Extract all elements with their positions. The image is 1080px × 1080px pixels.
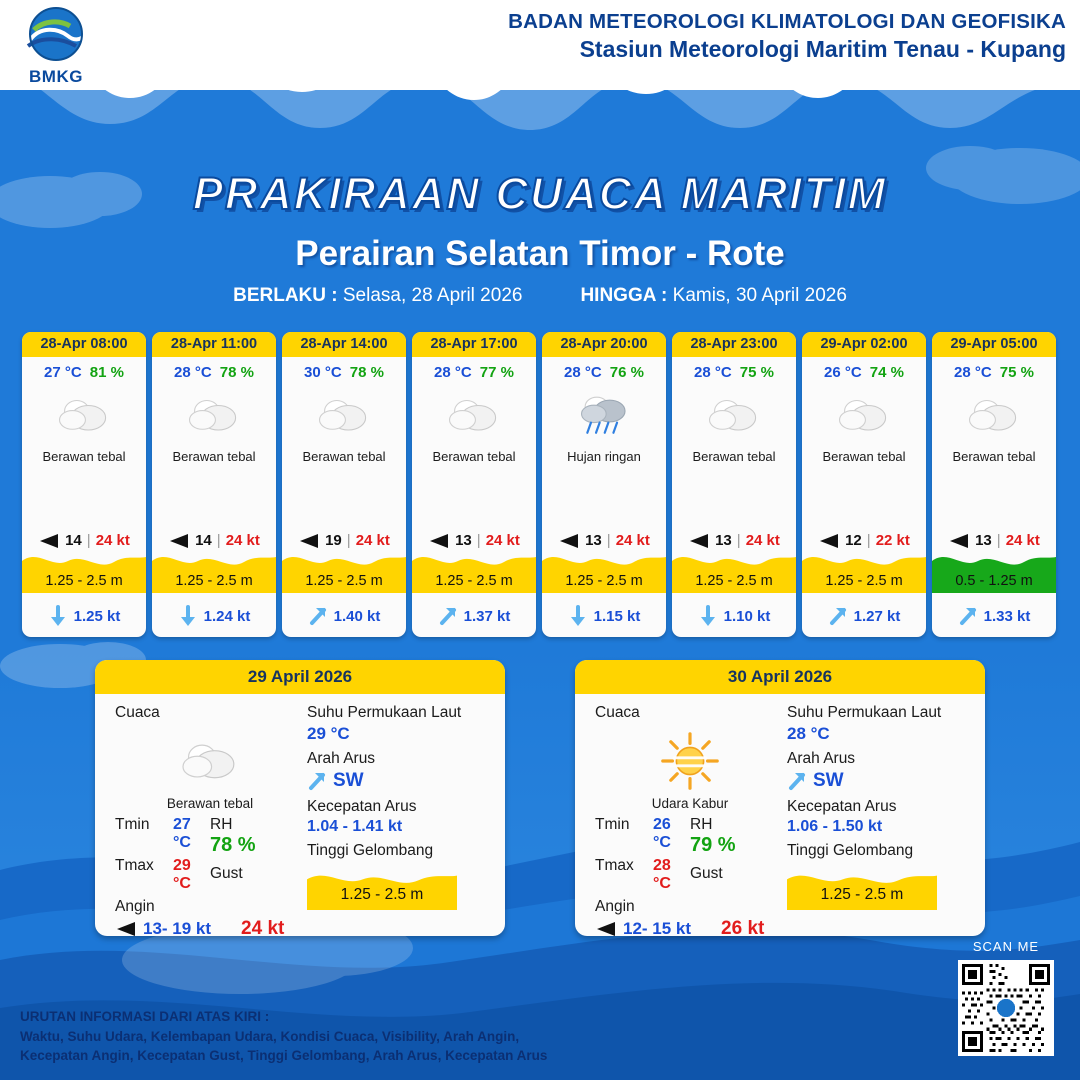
tmax-value: 29 °C (172, 857, 191, 892)
weather-label: Berawan tebal (692, 449, 776, 464)
tmax-label: Tmax (115, 857, 154, 874)
wind-gust: 24 kt (485, 532, 520, 549)
wind-gust: 24 kt (95, 532, 130, 549)
bmkg-logo-icon (14, 6, 98, 62)
daily-forecast-panel (95, 660, 505, 936)
wind-speed: 13 (715, 532, 732, 549)
weather-icon (412, 383, 536, 447)
current-direction-arrow-icon (828, 605, 848, 627)
current-row (802, 605, 926, 627)
wave-band (787, 866, 937, 910)
forecast-time: 28-Apr 08:00 (22, 332, 146, 357)
forecast-time: 29-Apr 02:00 (802, 332, 926, 357)
wave-height-value: 1.25 - 2.5 m (340, 886, 424, 903)
rh-label: RH (690, 816, 713, 833)
rh-value: 78 % (210, 834, 256, 856)
air-temperature: 27 °C (44, 364, 82, 381)
validity-period (0, 285, 1080, 307)
qr-code-icon (962, 964, 1050, 1052)
current-direction-value: SW (813, 770, 844, 791)
agency-name: BADAN METEOROLOGI KLIMATOLOGI DAN GEOFISIKA (508, 10, 1066, 33)
weather-label: Berawan tebal (822, 449, 906, 464)
wind-label: Angin (115, 898, 155, 915)
sst-label: Suhu Permukaan Laut (787, 704, 942, 721)
current-speed: 1.40 kt (333, 607, 381, 625)
current-direction-arrow-icon (787, 770, 807, 792)
tmin-label: Tmin (115, 816, 150, 833)
humidity: 75 % (739, 364, 774, 381)
valid-until-value: Kamis, 30 April 2026 (672, 285, 847, 306)
wave-band (307, 866, 457, 910)
gust-value: 24 kt (241, 918, 285, 936)
air-temperature: 30 °C (304, 364, 342, 381)
air-temperature: 26 °C (824, 364, 862, 381)
gust-value: 26 kt (721, 918, 765, 936)
page-subtitle: Perairan Selatan Timor - Rote (295, 234, 785, 273)
current-speed-label: Kecepatan Arus (787, 798, 897, 815)
gust-label: Gust (690, 865, 723, 882)
weather-label: Berawan tebal (432, 449, 516, 464)
wave-height: 0.5 - 1.25 m (955, 573, 1033, 589)
current-direction-arrow-icon (48, 605, 68, 627)
wind-separator: | (346, 532, 351, 549)
legend-note (20, 1007, 547, 1066)
hourly-forecast-card (802, 332, 926, 637)
weather-label: Berawan tebal (166, 796, 254, 811)
current-row (282, 605, 406, 627)
weather-icon (802, 383, 926, 447)
weather-icon (932, 383, 1056, 447)
weather-label: Udara Kabur (651, 796, 729, 811)
wave-height-value: 1.25 - 2.5 m (820, 886, 904, 903)
humidity: 77 % (479, 364, 514, 381)
current-direction-row (307, 770, 497, 792)
hourly-forecast-card (672, 332, 796, 637)
tmax-label: Tmax (595, 857, 634, 874)
station-name: Stasiun Meteorologi Maritim Tenau - Kupang (579, 36, 1066, 62)
current-row (412, 605, 536, 627)
air-temperature: 28 °C (954, 364, 992, 381)
hourly-forecast-card (412, 332, 536, 637)
wind-separator: | (866, 532, 871, 549)
wind-speed: 14 (195, 532, 212, 549)
current-row (22, 605, 146, 627)
air-temperature: 28 °C (564, 364, 602, 381)
wind-speed: 13 (455, 532, 472, 549)
sst-value: 28 °C (787, 724, 830, 743)
wave-height: 1.25 - 2.5 m (825, 573, 903, 589)
valid-until-label: HINGGA : (580, 285, 668, 306)
rh-value: 79 % (690, 834, 736, 856)
bmkg-logo-text: BMKG (29, 67, 83, 86)
forecast-time: 28-Apr 11:00 (152, 332, 276, 357)
current-direction-arrow-icon (178, 605, 198, 627)
cloudy-icon (55, 394, 113, 436)
wave-height-label: Tinggi Gelombang (787, 842, 914, 859)
wind-separator: | (736, 532, 741, 549)
current-direction-arrow-icon (568, 605, 588, 627)
hourly-forecast-card (932, 332, 1056, 637)
wind-value: 13- 19 kt (143, 919, 212, 936)
wind-separator: | (216, 532, 221, 549)
weather-label: Berawan tebal (302, 449, 386, 464)
valid-from-value: Selasa, 28 April 2026 (342, 285, 523, 306)
cloudy-icon (315, 394, 373, 436)
wind-speed: 13 (975, 532, 992, 549)
current-direction-row (787, 770, 977, 792)
wind-separator: | (476, 532, 481, 549)
weather-label: Berawan tebal (42, 449, 126, 464)
scan-me-label: SCAN ME (972, 939, 1040, 954)
forecast-time: 28-Apr 20:00 (542, 332, 666, 357)
forecast-time: 28-Apr 17:00 (412, 332, 536, 357)
air-temperature: 28 °C (174, 364, 212, 381)
current-speed-value: 1.04 - 1.41 kt (307, 818, 403, 835)
legend-title: URUTAN INFORMASI DARI ATAS KIRI : (20, 1009, 270, 1025)
wave-height-label: Tinggi Gelombang (307, 842, 434, 859)
daily-date: 29 April 2026 (95, 660, 505, 694)
wind-gust: 24 kt (1005, 532, 1040, 549)
current-row (932, 605, 1056, 627)
cloudy-icon (705, 394, 763, 436)
page-title: PRAKIRAAN CUACA MARITIM (192, 168, 888, 219)
current-direction-value: SW (333, 770, 364, 791)
wind-speed: 12 (845, 532, 862, 549)
humidity: 78 % (349, 364, 384, 381)
wave-height: 1.25 - 2.5 m (435, 573, 513, 589)
current-direction-arrow-icon (698, 605, 718, 627)
humidity: 78 % (219, 364, 254, 381)
humidity: 76 % (609, 364, 644, 381)
wind-label: Angin (595, 898, 635, 915)
weather-icon (115, 726, 305, 796)
air-temperature: 28 °C (434, 364, 472, 381)
legend-line-3: Kecepatan Angin, Kecepatan Gust, Tinggi Gelombang, Arah Arus, Kecepatan Arus (20, 1048, 548, 1064)
humidity: 75 % (999, 364, 1034, 381)
weather-section-label: Cuaca (595, 704, 640, 721)
tmin-label: Tmin (595, 816, 630, 833)
weather-label: Hujan ringan (567, 449, 641, 464)
wind-gust: 24 kt (745, 532, 780, 549)
tmax-value: 28 °C (652, 857, 671, 892)
rh-label: RH (210, 816, 233, 833)
wind-gust: 24 kt (355, 532, 390, 549)
weather-icon (152, 383, 276, 447)
valid-from-label: BERLAKU : (233, 285, 338, 306)
wind-separator: | (606, 532, 611, 549)
sst-label: Suhu Permukaan Laut (307, 704, 462, 721)
wave-height: 1.25 - 2.5 m (565, 573, 643, 589)
daily-date: 30 April 2026 (575, 660, 985, 694)
current-speed: 1.27 kt (853, 607, 901, 625)
forecast-time: 29-Apr 05:00 (932, 332, 1056, 357)
current-speed: 1.37 kt (463, 607, 511, 625)
wave-height: 1.25 - 2.5 m (45, 573, 123, 589)
hourly-forecast-card (282, 332, 406, 637)
cloudy-icon (185, 394, 243, 436)
cloudy-icon (835, 394, 893, 436)
current-speed-label: Kecepatan Arus (307, 798, 417, 815)
wind-speed: 13 (585, 532, 602, 549)
current-row (542, 605, 666, 627)
legend-line-2: Waktu, Suhu Udara, Kelembapan Udara, Kondisi Cuaca, Visibility, Arah Angin, (20, 1028, 520, 1044)
sun-haze-icon (658, 729, 722, 793)
current-direction-arrow-icon (308, 605, 328, 627)
cloudy-icon (445, 394, 503, 436)
air-temperature: 28 °C (694, 364, 732, 381)
wind-separator: | (996, 532, 1001, 549)
hourly-forecast-card (152, 332, 276, 637)
gust-label: Gust (210, 865, 243, 882)
humidity: 81 % (89, 364, 124, 381)
scan-me-block (958, 939, 1054, 1056)
current-direction-arrow-icon (958, 605, 978, 627)
cloudy-icon (178, 738, 242, 784)
hourly-forecast-list (22, 332, 1062, 637)
bmkg-logo (14, 6, 98, 84)
current-direction-arrow-icon (307, 770, 327, 792)
weather-label: Berawan tebal (952, 449, 1036, 464)
daily-forecast-panel (575, 660, 985, 936)
cloudy-icon (965, 394, 1023, 436)
wind-speed: 19 (325, 532, 342, 549)
current-speed: 1.33 kt (983, 607, 1031, 625)
tmin-value: 27 °C (172, 816, 191, 851)
current-direction-arrow-icon (438, 605, 458, 627)
humidity: 74 % (869, 364, 904, 381)
hourly-forecast-card (22, 332, 146, 637)
sst-value: 29 °C (307, 724, 350, 743)
wave-height: 1.25 - 2.5 m (305, 573, 383, 589)
current-row (152, 605, 276, 627)
daily-forecast-list (0, 660, 1080, 936)
tmin-value: 26 °C (652, 816, 671, 851)
wind-direction-arrow-icon (595, 921, 617, 936)
weather-icon (542, 383, 666, 447)
wave-height: 1.25 - 2.5 m (175, 573, 253, 589)
wind-separator: | (86, 532, 91, 549)
current-speed-value: 1.06 - 1.50 kt (787, 818, 883, 835)
current-speed: 1.25 kt (73, 607, 121, 625)
wind-gust: 22 kt (875, 532, 910, 549)
weather-icon (672, 383, 796, 447)
weather-icon (282, 383, 406, 447)
page-header (0, 0, 1080, 92)
wave-height: 1.25 - 2.5 m (695, 573, 773, 589)
wind-speed: 14 (65, 532, 82, 549)
current-speed: 1.15 kt (593, 607, 641, 625)
wind-gust: 24 kt (225, 532, 260, 549)
forecast-time: 28-Apr 14:00 (282, 332, 406, 357)
qr-code[interactable] (958, 960, 1054, 1056)
weather-icon (22, 383, 146, 447)
current-speed: 1.10 kt (723, 607, 771, 625)
current-direction-label: Arah Arus (307, 750, 376, 767)
weather-label: Berawan tebal (172, 449, 256, 464)
weather-icon (595, 726, 785, 796)
current-direction-label: Arah Arus (787, 750, 856, 767)
rain-icon (575, 392, 633, 437)
wind-gust: 24 kt (615, 532, 650, 549)
wind-direction-arrow-icon (115, 921, 137, 936)
forecast-time: 28-Apr 23:00 (672, 332, 796, 357)
wind-value: 12- 15 kt (623, 919, 692, 936)
weather-section-label: Cuaca (115, 704, 160, 721)
current-speed: 1.24 kt (203, 607, 251, 625)
current-row (672, 605, 796, 627)
hourly-forecast-card (542, 332, 666, 637)
